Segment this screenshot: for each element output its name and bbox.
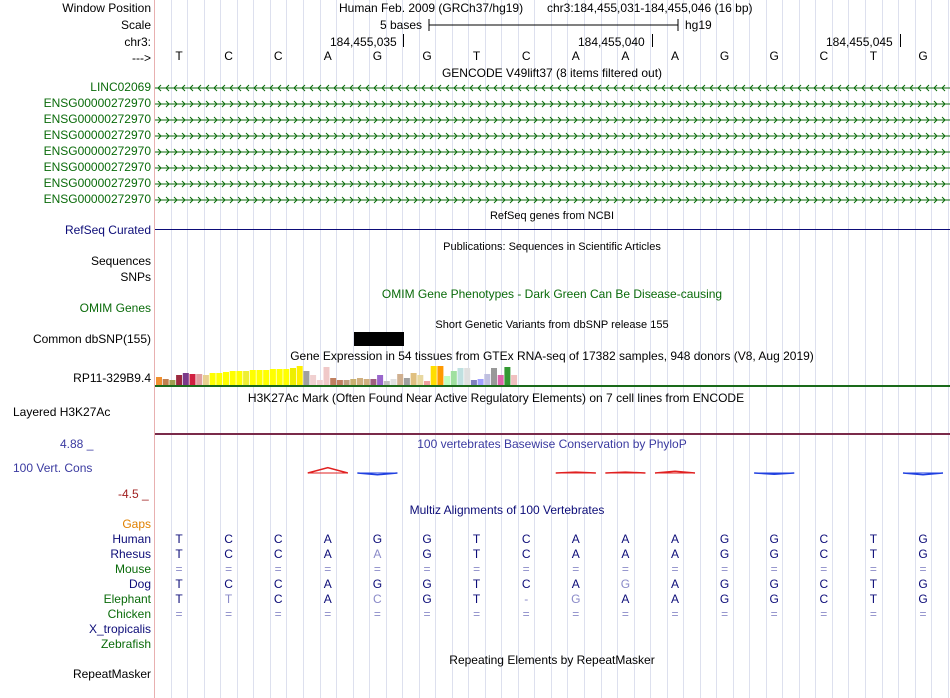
dbsnp-track-title: Short Genetic Variants from dbSNP release 155 — [435, 319, 669, 331]
alignment-base: C — [224, 547, 233, 561]
alignment-base: C — [819, 532, 829, 546]
gtex-tissue-bar[interactable] — [223, 372, 229, 385]
alignment-base: T — [175, 547, 183, 561]
alignment-base: T — [175, 577, 183, 591]
alignment-base: C — [373, 592, 382, 606]
sequence-base: T — [472, 49, 481, 63]
alignment-base: G — [422, 547, 432, 561]
window-position-label: Window Position — [62, 1, 151, 15]
alignment-base: A — [323, 577, 332, 591]
multiz-gaps-label[interactable]: Gaps — [122, 517, 151, 531]
alignment-base: A — [621, 532, 630, 546]
sequence-base: A — [670, 49, 679, 63]
alignment-base: C — [273, 532, 283, 546]
gencode-track-title: GENCODE V49lift37 (8 items filtered out) — [441, 66, 663, 80]
alignment-base: = — [225, 607, 233, 621]
sequence-base: G — [769, 49, 779, 63]
gtex-tissue-bar[interactable] — [431, 366, 437, 385]
alignment-base: = — [473, 607, 481, 621]
alignment-base: C — [521, 577, 531, 591]
alignment-base: G — [571, 592, 581, 606]
publications-snps-label[interactable]: SNPs — [120, 270, 151, 284]
alignment-base: A — [670, 547, 679, 561]
repeatmasker-track-title: Repeating Elements by RepeatMasker — [449, 653, 655, 667]
species-label[interactable]: X_tropicalis — [88, 622, 151, 636]
alignment-base: = — [770, 562, 778, 576]
alignment-base: A — [670, 592, 679, 606]
position-tick-1: 184,455,035 — [330, 35, 397, 49]
alignment-base: C — [273, 592, 283, 606]
sequence-base: G — [422, 49, 432, 63]
gtex-tissue-bar[interactable] — [277, 369, 283, 385]
alignment-base: G — [719, 577, 730, 591]
gtex-baseline — [155, 385, 950, 387]
gtex-tissue-bar[interactable] — [216, 373, 222, 385]
alignment-base: G — [422, 592, 432, 606]
refseq-gene-line[interactable] — [155, 229, 950, 230]
gtex-tissue-bar[interactable] — [270, 369, 276, 385]
alignment-base: = — [820, 607, 828, 621]
h3k27ac-track-label[interactable]: Layered H3K27Ac — [13, 405, 111, 419]
alignment-base: G — [918, 577, 928, 591]
sequence-base: T — [869, 49, 878, 63]
sequence-base: C — [273, 49, 283, 63]
alignment-base: A — [571, 577, 580, 591]
alignment-base: A — [571, 532, 580, 546]
phylop-conservation-plot[interactable] — [155, 452, 950, 497]
gencode-gene-label[interactable]: ENSG00000272970 — [43, 176, 151, 190]
alignment-base: G — [372, 532, 383, 546]
position-text: chr3:184,455,031-184,455,046 (16 bp) — [547, 1, 753, 15]
gtex-tissue-bar[interactable] — [444, 376, 450, 385]
gtex-tissue-bar[interactable] — [310, 375, 316, 385]
alignment-base: A — [323, 532, 332, 546]
gencode-gene-label[interactable]: ENSG00000272970 — [43, 96, 151, 110]
species-label[interactable]: Dog — [128, 577, 151, 591]
alignment-base: = — [869, 562, 877, 576]
phylop-track-label[interactable]: 100 Vert. Cons — [13, 461, 93, 475]
alignment-base: = — [522, 562, 530, 576]
alignment-base: G — [769, 592, 779, 606]
alignment-base: = — [919, 607, 927, 621]
alignment-base: G — [769, 547, 779, 561]
gtex-tissue-bar[interactable] — [236, 371, 242, 385]
gtex-tissue-bar[interactable] — [183, 373, 189, 385]
alignment-base: A — [323, 547, 332, 561]
sequence-base: G — [918, 49, 928, 63]
alignment-base: C — [273, 577, 283, 591]
gtex-gene-label[interactable]: RP11-329B9.4 — [73, 371, 151, 385]
alignment-base: G — [918, 592, 928, 606]
alignment-base: = — [820, 562, 828, 576]
gtex-tissue-bar[interactable] — [243, 371, 249, 385]
gtex-track-title: Gene Expression in 54 tissues from GTEx RNA-seq of 17382 samples, 948 donors (V8, Aug 2019) — [290, 349, 814, 363]
sequence-base: C — [819, 49, 829, 63]
scale-bar — [428, 17, 680, 33]
alignment-base: - — [524, 592, 529, 606]
gtex-tissue-bar[interactable] — [176, 375, 182, 385]
omim-track-title: OMIM Gene Phenotypes - Dark Green Can Be Disease-causing — [381, 287, 723, 301]
publications-sequences-label[interactable]: Sequences — [90, 254, 151, 268]
alignment-base: T — [472, 577, 481, 591]
alignment-base: = — [423, 562, 431, 576]
alignment-base: T — [869, 577, 878, 591]
alignment-base: T — [869, 592, 878, 606]
gtex-tissue-bar[interactable] — [377, 375, 383, 385]
gtex-tissue-bar[interactable] — [397, 374, 403, 385]
phylop-track-title: 100 vertebrates Basewise Conservation by PhyloP — [417, 437, 687, 451]
alignment-base: A — [621, 592, 630, 606]
alignment-base: = — [770, 607, 778, 621]
position-tick-mark-2 — [652, 34, 653, 47]
alignment-base: C — [224, 532, 233, 546]
gtex-tissue-bar[interactable] — [491, 368, 497, 385]
alignment-base: G — [422, 532, 432, 546]
chrom-label: chr3: — [124, 35, 151, 49]
gtex-tissue-bar[interactable] — [257, 370, 263, 385]
alignment-base: C — [273, 547, 283, 561]
dbsnp-track-label[interactable]: Common dbSNP(155) — [32, 332, 151, 346]
scale-text: 5 bases — [380, 18, 423, 32]
alignment-base: G — [769, 532, 779, 546]
gtex-tissue-bar[interactable] — [451, 371, 457, 385]
sequence-base: A — [571, 49, 580, 63]
species-label[interactable]: Elephant — [103, 592, 151, 606]
assembly-text: Human Feb. 2009 (GRCh37/hg19) — [339, 1, 524, 15]
gtex-tissue-bar[interactable] — [230, 371, 236, 385]
gtex-tissue-bar[interactable] — [504, 367, 510, 385]
repeatmasker-track-label[interactable]: RepeatMasker — [72, 667, 151, 681]
alignment-base: C — [521, 547, 531, 561]
species-label[interactable]: Rhesus — [110, 547, 151, 561]
alignment-base: = — [373, 607, 381, 621]
alignment-base: G — [372, 577, 383, 591]
alignment-base: C — [521, 532, 531, 546]
alignment-base: = — [572, 562, 580, 576]
position-tick-2: 184,455,040 — [578, 35, 645, 49]
gtex-tissue-bar[interactable] — [357, 378, 363, 385]
gtex-tissue-bar[interactable] — [263, 370, 269, 385]
gtex-tissue-bar[interactable] — [458, 368, 464, 385]
alignment-base: = — [423, 607, 431, 621]
alignment-base: G — [620, 577, 631, 591]
phylop-min-label: -4.5 _ — [118, 487, 149, 501]
alignment-base: A — [670, 532, 679, 546]
gtex-tissue-bar[interactable] — [498, 375, 504, 385]
scale-label: Scale — [120, 18, 151, 32]
refseq-track-title: RefSeq genes from NCBI — [489, 210, 615, 222]
sequence-base: T — [175, 49, 183, 63]
gtex-tissue-bar[interactable] — [411, 373, 417, 385]
gtex-tissue-bar[interactable] — [297, 366, 303, 385]
refseq-track-label[interactable]: RefSeq Curated — [64, 223, 151, 237]
track-data-panel[interactable] — [155, 0, 950, 698]
gtex-tissue-bar[interactable] — [324, 367, 330, 385]
sequence-base: G — [719, 49, 730, 63]
alignment-base: = — [919, 562, 927, 576]
species-label[interactable]: Zebrafish — [100, 637, 151, 651]
gtex-tissue-bar[interactable] — [511, 375, 517, 385]
alignment-base: T — [472, 547, 481, 561]
alignment-base: A — [323, 592, 332, 606]
h3k27ac-track-title: H3K27Ac Mark (Often Found Near Active Regulatory Elements) on 7 cell lines from ENCODE — [247, 391, 745, 405]
alignment-base: G — [719, 547, 730, 561]
alignment-base: A — [571, 547, 580, 561]
gtex-tissue-bar[interactable] — [156, 377, 162, 385]
track-label-panel — [0, 0, 155, 698]
alignment-base: = — [572, 607, 580, 621]
alignment-base: C — [819, 577, 829, 591]
position-tick-mark-3 — [900, 34, 901, 47]
h3k27ac-baseline — [155, 433, 950, 435]
alignment-base: G — [719, 532, 730, 546]
alignment-base: T — [869, 532, 878, 546]
gencode-gene-label[interactable]: ENSG00000272970 — [43, 144, 151, 158]
gtex-tissue-bar[interactable] — [290, 368, 296, 385]
sequence-base: G — [372, 49, 383, 63]
phylop-max-label: 4.88 _ — [60, 437, 94, 451]
alignment-base: = — [721, 562, 729, 576]
gencode-gene-label[interactable]: LINC02069 — [90, 80, 151, 94]
gtex-tissue-bar[interactable] — [203, 375, 209, 385]
alignment-base: = — [274, 562, 282, 576]
gtex-tissue-bar[interactable] — [484, 374, 490, 385]
gtex-tissue-bar[interactable] — [196, 374, 202, 385]
alignment-base: = — [274, 607, 282, 621]
position-tick-mark-1 — [403, 34, 404, 47]
omim-track-label[interactable]: OMIM Genes — [79, 301, 151, 315]
alignment-base: = — [175, 562, 183, 576]
alignment-base: T — [472, 592, 481, 606]
alignment-base: = — [869, 607, 877, 621]
phylop-value-mark — [308, 468, 348, 473]
gencode-gene-label[interactable]: ENSG00000272970 — [43, 128, 151, 142]
species-label[interactable]: Chicken — [107, 607, 151, 621]
gtex-tissue-bar[interactable] — [303, 371, 309, 385]
alignment-base: = — [225, 562, 233, 576]
gtex-tissue-bar[interactable] — [464, 368, 470, 385]
dbsnp-variant-block[interactable] — [354, 332, 404, 346]
species-label[interactable]: Mouse — [114, 562, 151, 576]
alignment-base: G — [422, 577, 432, 591]
alignment-base: C — [224, 577, 233, 591]
alignment-base: = — [671, 562, 679, 576]
gtex-tissue-bar[interactable] — [210, 373, 216, 385]
sequence-base: C — [521, 49, 531, 63]
alignment-base: = — [473, 562, 481, 576]
gencode-gene-label[interactable]: ENSG00000272970 — [43, 160, 151, 174]
gencode-gene-lines[interactable] — [155, 80, 950, 210]
alignment-base: = — [671, 607, 679, 621]
alignment-base: = — [621, 607, 629, 621]
gtex-tissue-bar[interactable] — [190, 374, 196, 385]
alignment-base: T — [175, 532, 183, 546]
gtex-tissue-bar[interactable] — [437, 366, 443, 385]
sequence-base: A — [323, 49, 332, 63]
alignment-base: G — [918, 547, 928, 561]
alignment-base: = — [373, 562, 381, 576]
gtex-tissue-bar[interactable] — [417, 375, 423, 385]
alignment-base: = — [324, 562, 332, 576]
alignment-base: = — [621, 562, 629, 576]
alignment-base: C — [819, 547, 829, 561]
gtex-tissue-bar[interactable] — [404, 378, 410, 385]
position-tick-3: 184,455,045 — [826, 35, 893, 49]
multiz-track-title: Multiz Alignments of 100 Vertebrates — [409, 503, 605, 517]
alignment-base: T — [869, 547, 878, 561]
alignment-base: G — [719, 592, 730, 606]
gtex-tissue-bar[interactable] — [330, 378, 336, 385]
strand-label: ---> — [132, 51, 151, 65]
gtex-tissue-bar[interactable] — [250, 370, 256, 385]
species-label[interactable]: Human — [112, 532, 151, 546]
publications-track-title: Publications: Sequences in Scientific Articles — [443, 241, 661, 253]
alignment-base: A — [670, 577, 679, 591]
alignment-base: A — [621, 547, 630, 561]
alignment-base: A — [373, 547, 382, 561]
alignment-base: T — [175, 592, 183, 606]
alignment-base: C — [819, 592, 829, 606]
alignment-base: = — [324, 607, 332, 621]
alignment-base: G — [918, 532, 928, 546]
alignment-base: = — [522, 607, 530, 621]
db-text: hg19 — [685, 18, 712, 32]
sequence-base: A — [621, 49, 630, 63]
gencode-gene-label[interactable]: ENSG00000272970 — [43, 192, 151, 206]
alignment-base: T — [224, 592, 233, 606]
alignment-base: = — [721, 607, 729, 621]
alignment-base: T — [472, 532, 481, 546]
alignment-base: G — [769, 577, 779, 591]
alignment-base: = — [175, 607, 183, 621]
sequence-base: C — [224, 49, 233, 63]
gtex-tissue-bar[interactable] — [283, 369, 289, 385]
gencode-gene-label[interactable]: ENSG00000272970 — [43, 112, 151, 126]
